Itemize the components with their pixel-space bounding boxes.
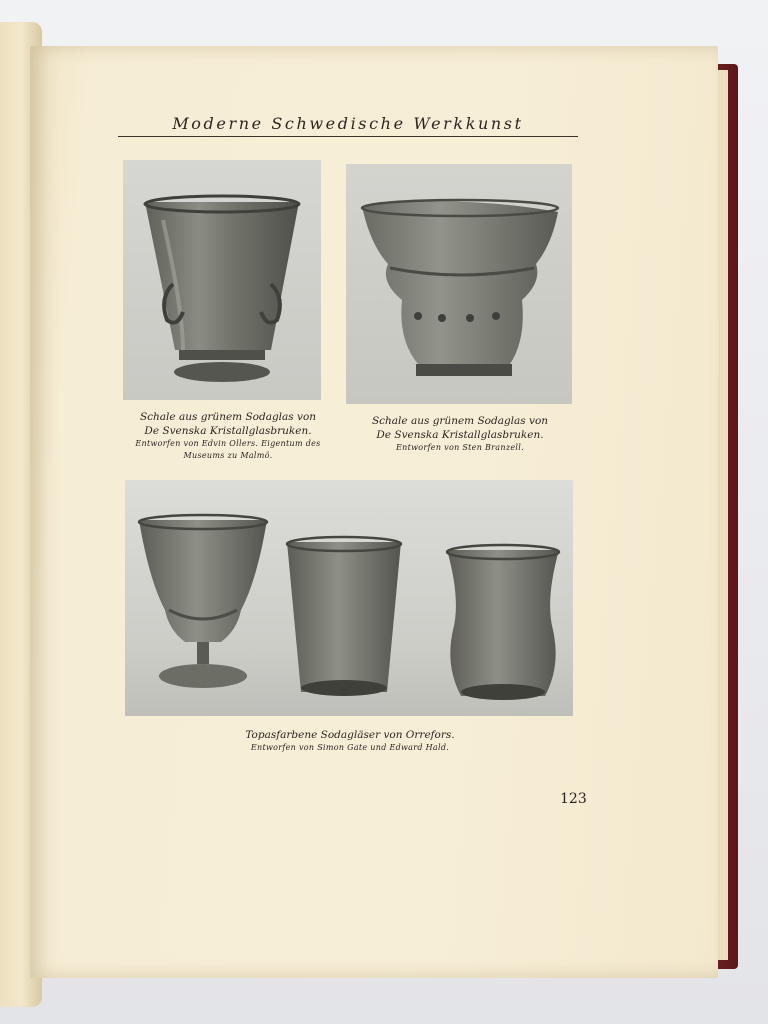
book-page <box>30 46 718 978</box>
running-head: Moderne Schwedische Werkkunst <box>172 114 524 133</box>
caption-figure-2 <box>360 414 560 454</box>
caption-title: Schale aus grünem Sodaglas von <box>139 411 317 423</box>
caption-credit: Entworfen von Simon Gate und Edward Hald. <box>250 743 450 752</box>
head-rule <box>118 136 578 137</box>
caption-title-line2: De Svenska Kristallglasbruken. <box>144 425 312 437</box>
caption-figure-1 <box>123 410 333 462</box>
photo-bowl-branzell <box>346 164 572 404</box>
caption-title: Topasfarbene Sodagläser von Orrefors. <box>245 729 455 741</box>
caption-title-line2: De Svenska Kristallglasbruken. <box>376 429 544 441</box>
caption-credit: Entworfen von Edvin Ollers. Eigentum des <box>135 439 321 448</box>
page-number: 123 <box>560 791 587 807</box>
caption-credit-line2: Museums zu Malmö. <box>183 451 273 460</box>
photo-vase-ollers <box>123 160 321 400</box>
caption-figure-3 <box>220 728 480 754</box>
photo-three-glasses <box>125 480 573 716</box>
caption-title: Schale aus grünem Sodaglas von <box>371 415 549 427</box>
caption-credit: Entworfen von Sten Branzell. <box>396 443 524 452</box>
